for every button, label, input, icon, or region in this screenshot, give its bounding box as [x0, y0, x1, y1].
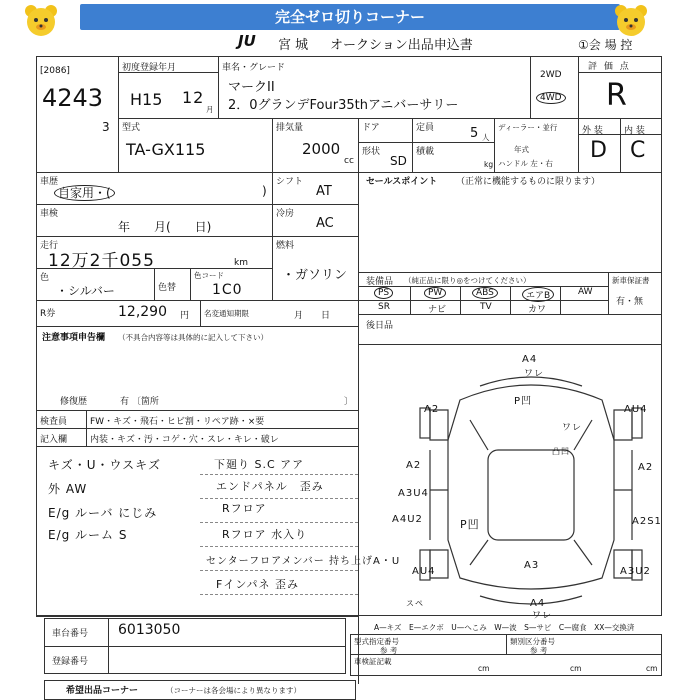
selling-title: セールスポイント [366, 177, 438, 187]
wish-note: （コーナーは各会場により異なります） [166, 686, 301, 695]
color-value: ・シルバー [56, 284, 115, 298]
diag-au4-fr: AU4 [624, 404, 648, 415]
inspection-value: 年 月( 日) [118, 220, 212, 234]
form-title: オークション出品申込書 [330, 38, 473, 53]
eval-label: 評 価 点 [588, 62, 631, 72]
equip-aw: AW [578, 287, 593, 297]
size-unit-1: cm [478, 664, 490, 673]
inspection-label: 車検 [40, 209, 59, 219]
load-label: 積載 [416, 147, 435, 157]
displacement-label: 排気量 [276, 123, 304, 133]
lot-side-mark: 3 [102, 120, 111, 134]
diag-a4u2: A4U2 [392, 514, 423, 525]
displacement-unit: cc [344, 156, 354, 166]
bear-mascot-right [612, 2, 650, 40]
new-car-value: 有・無 [616, 297, 644, 307]
exterior-label: 外 装 [582, 126, 603, 136]
fuel-value: ・ガソリン [282, 268, 348, 283]
remarks-label: 注意事項申告欄 [42, 333, 106, 343]
doc-deadline-label: 名変通知期限 [204, 309, 249, 318]
equip-airbag: エアB [522, 287, 554, 302]
fuel-label: 燃料 [276, 241, 295, 251]
selling-note: （正常に機能するものに限ります） [456, 177, 601, 187]
diag-uneven: 凸凹 [552, 447, 570, 456]
car-name-label: 車名・グレード [222, 63, 286, 73]
diag-crack-front: ワレ [524, 369, 545, 379]
month-unit: 月 [206, 105, 214, 114]
history-label: 車歴 [40, 177, 59, 187]
drive-2wd: 2WD [540, 70, 562, 80]
aux-ref-1: 参 考 [380, 646, 398, 655]
equipment-note: （純正品に限り◎をつけてください） [404, 276, 531, 285]
diagram-legend: A—キズ E—エクボ U—へこみ W—波 S—サビ C—腐食 XX—交換済 [374, 623, 635, 632]
equipment-label: 装備品 [366, 277, 394, 287]
shape-value: SD [390, 154, 407, 168]
dealer-label: ディーラー・並行 [498, 123, 558, 132]
diag-a4-front: A4 [522, 354, 538, 365]
diag-spoiler: スペ [406, 599, 424, 608]
diag-crack-mirror: ワレ [562, 423, 583, 433]
shape-label: 形状 [362, 147, 381, 157]
interior-grade: C [630, 138, 647, 163]
first-reg-era: H15 [130, 90, 163, 109]
lot-number: 4243 [42, 84, 104, 112]
drive-4wd: 4WD [536, 92, 566, 104]
color-code-label: 色コード [194, 271, 224, 280]
chassis-label: 車台番号 [52, 629, 89, 639]
size-unit-2: cm [570, 664, 582, 673]
inspector-items: FW・キズ・飛石・ヒビ割・リペア跡・×要 [90, 417, 265, 427]
repair-value: 有 〔箇所 [120, 397, 159, 407]
load-unit: kg [484, 160, 494, 169]
remarks-note: （不具合内容等は具体的に記入して下さい） [118, 333, 268, 342]
diag-crack-rear: ワレ [532, 611, 553, 621]
ac-value: AC [316, 216, 334, 231]
interior-label: 内 装 [624, 126, 645, 136]
capacity-value: 5 [470, 126, 479, 141]
repair-close: 〕 [344, 397, 354, 407]
equip-abs: ABS [472, 287, 498, 299]
color-change-label: 色替 [158, 283, 177, 293]
entry-label: 記入欄 [40, 435, 68, 445]
equip-leather: カワ [528, 305, 547, 315]
r-tax-unit: 円 [180, 311, 190, 321]
size-unit-3: cm [646, 664, 658, 673]
ac-label: 冷房 [276, 209, 295, 219]
owner-label: 後日品 [366, 321, 394, 331]
note-right-4: Rフロア 水入り [222, 528, 308, 541]
capacity-unit: 人 [482, 133, 490, 142]
shift-value: AT [316, 184, 332, 199]
ju-logo: JU [238, 32, 256, 50]
mileage-value: 12万2千055 [48, 251, 155, 271]
note-left-3: E/g ルーバ にじみ [48, 506, 158, 520]
equip-sr: SR [378, 302, 390, 312]
reg-label: 登録番号 [52, 657, 89, 667]
note-right-5: センターフロアメンバー 持ち上げA・U [206, 556, 401, 567]
displacement-value: 2000 [302, 140, 341, 158]
equip-pw: PW [424, 287, 446, 299]
diag-a3u2-rr: A3U2 [620, 566, 651, 577]
banner-title: 完全ゼロ切りコーナー [80, 4, 620, 30]
diag-a4-rear: A4 [530, 598, 546, 609]
repair-label: 修復歴 [60, 397, 88, 407]
r-tax-value: 12,290 [118, 304, 167, 320]
diag-a3u4: A3U4 [398, 488, 429, 499]
note-right-6: Fインパネ 歪み [216, 578, 300, 591]
aux-label-2: 類別区分番号 [510, 637, 555, 646]
entry-items: 内装・キズ・汚・コゲ・穴・スレ・キレ・破レ [90, 435, 279, 445]
org-name: 宮 城 [278, 38, 309, 53]
eval-score: R [606, 78, 628, 113]
doors-label: ドア [362, 123, 380, 133]
model-value: TA-GX115 [126, 140, 206, 159]
history-close: ) [262, 184, 267, 198]
history-value [54, 184, 115, 201]
lot-code: [2086] [40, 66, 70, 76]
diag-a2-fl: A2 [424, 404, 440, 415]
diag-p-dent-2: P凹 [460, 518, 480, 531]
diag-a2s1: A2S1 [632, 516, 662, 527]
note-right-1: 下廻り S.C アア [214, 458, 305, 471]
handle-label: ハンドル 左・右 [498, 159, 553, 168]
note-left-1: キズ・U・ウスキズ [48, 458, 161, 472]
exterior-grade: D [590, 138, 608, 163]
bear-mascot-left [22, 2, 60, 40]
car-grade: 2．0グランデFour35thアニバーサリー [228, 98, 459, 113]
note-right-2: エンドパネル 歪み [216, 480, 324, 493]
mileage-label: 走行 [40, 241, 59, 251]
diag-a3: A3 [524, 560, 540, 571]
diag-a2-right: A2 [638, 462, 654, 473]
diag-p-dent: P凹 [514, 396, 533, 407]
note-right-3: Rフロア [222, 502, 267, 515]
car-name: マークII [228, 80, 275, 95]
equip-ps: PS [374, 287, 393, 299]
venue-copy: ①会 場 控 [578, 38, 633, 52]
shift-label: シフト [276, 177, 304, 187]
diag-a2-left: A2 [406, 460, 422, 471]
new-car-label: 新車保証書 [612, 276, 650, 285]
first-reg-month: 12 [182, 88, 205, 107]
diag-au4-rl: AU4 [412, 566, 436, 577]
chassis-number: 6013050 [118, 622, 181, 638]
color-label: 色 [40, 273, 50, 283]
mileage-unit: km [234, 258, 248, 268]
equip-tv: TV [480, 302, 492, 312]
note-left-2: 外 AW [48, 482, 88, 496]
note-left-4: E/g ルーム S [48, 528, 128, 542]
wish-label: 希望出品コーナー [66, 686, 139, 696]
equip-navi: ナビ [428, 305, 447, 315]
model-label: 型式 [122, 123, 141, 133]
history-private: 自家用・( [54, 185, 115, 201]
first-reg-label: 初度登録年月 [122, 63, 177, 73]
r-tax-label: R券 [40, 309, 56, 319]
year-label: 年式 [514, 145, 529, 154]
size-label: 車検証記載 [354, 657, 392, 666]
color-code-value: 1C0 [212, 282, 243, 298]
inspector-label: 検査員 [40, 417, 68, 427]
capacity-label: 定員 [416, 123, 435, 133]
aux-label-1: 型式指定番号 [354, 637, 399, 646]
doc-deadline-value: 月 日 [294, 311, 331, 321]
aux-ref-2: 参 考 [530, 646, 548, 655]
